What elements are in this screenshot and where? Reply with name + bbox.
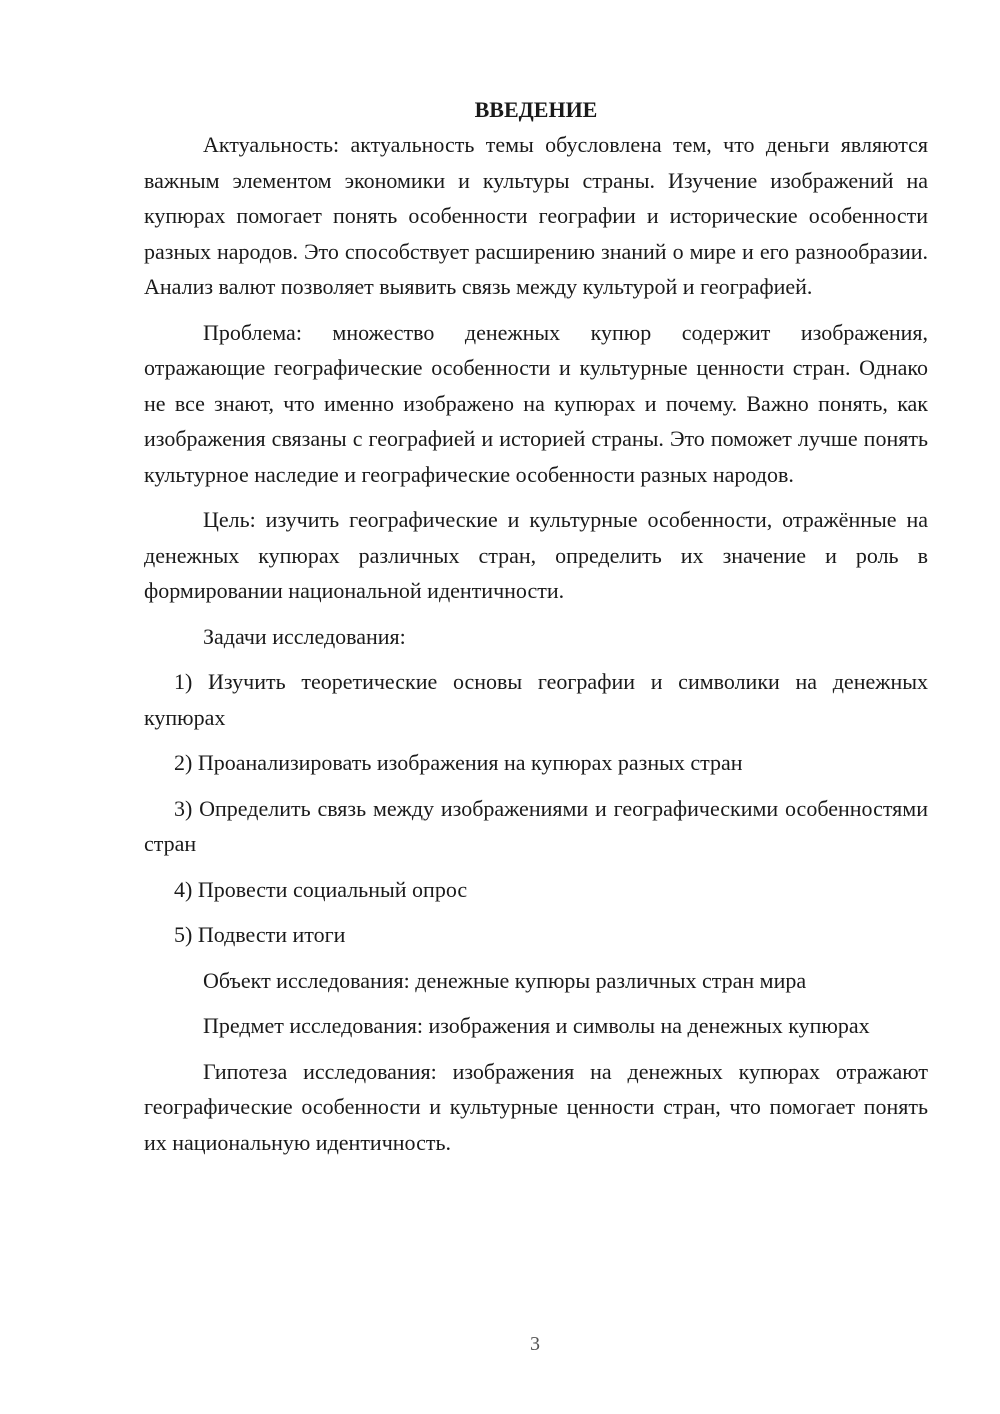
- task-item-3: 3) Определить связь между изображениями и географическими особенностями стран: [144, 795, 928, 856]
- document-body: [144, 92, 928, 1170]
- task-item-5: 5) Подвести итоги: [174, 922, 346, 947]
- task-item-4: 4) Провести социальный опрос: [174, 876, 468, 902]
- paragraph-tasks-heading: Задачи исследования:: [203, 623, 406, 649]
- page-number: 3: [530, 1333, 540, 1355]
- task-item-2: 2) Проанализировать изображения на купюрах разных стран: [174, 750, 743, 775]
- paragraph-object: Объект исследования: денежные купюры различных стран мира: [203, 967, 807, 993]
- paragraph-hypothesis: Гипотеза исследования: изображения на денежных купюрах отражают географические особенности и культурные ценности стран, что помогает понять их национальную идентичность.: [144, 1058, 928, 1155]
- task-item-1: 1) Изучить теоретические основы географии и символики на денежных купюрах: [144, 669, 928, 730]
- paragraph-goal: Цель: изучить географические и культурные особенности, отражённые на денежных купюрах различных стран, определить их значение и роль в формировании национальной идентичности.: [144, 507, 928, 603]
- paragraph-subject: Предмет исследования: изображения и символы на денежных купюрах: [203, 1013, 870, 1038]
- section-title: ВВЕДЕНИЕ: [474, 97, 598, 122]
- paragraph-problem: Проблема: множество денежных купюр содержит изображения, отражающие географические особенности и культурные ценности стран. Однако не все знают, что именно изображено на купюрах и почему. Важно понять, как изображения связаны с географией и историей страны. Это поможет лучше понять культурное наследие и географические особенности разных народов.: [144, 319, 928, 487]
- paragraph-relevance: Актуальность: актуальность темы обусловлена тем, что деньги являются важным элементом экономики и культуры страны. Изучение изображений на купюрах помогает понять особенности географии и исторические особенности разных народов. Это способствует расширению знаний о мире и его разнообразии. Анализ валют позволяет выявить связь между культурой и географией.: [144, 132, 928, 299]
